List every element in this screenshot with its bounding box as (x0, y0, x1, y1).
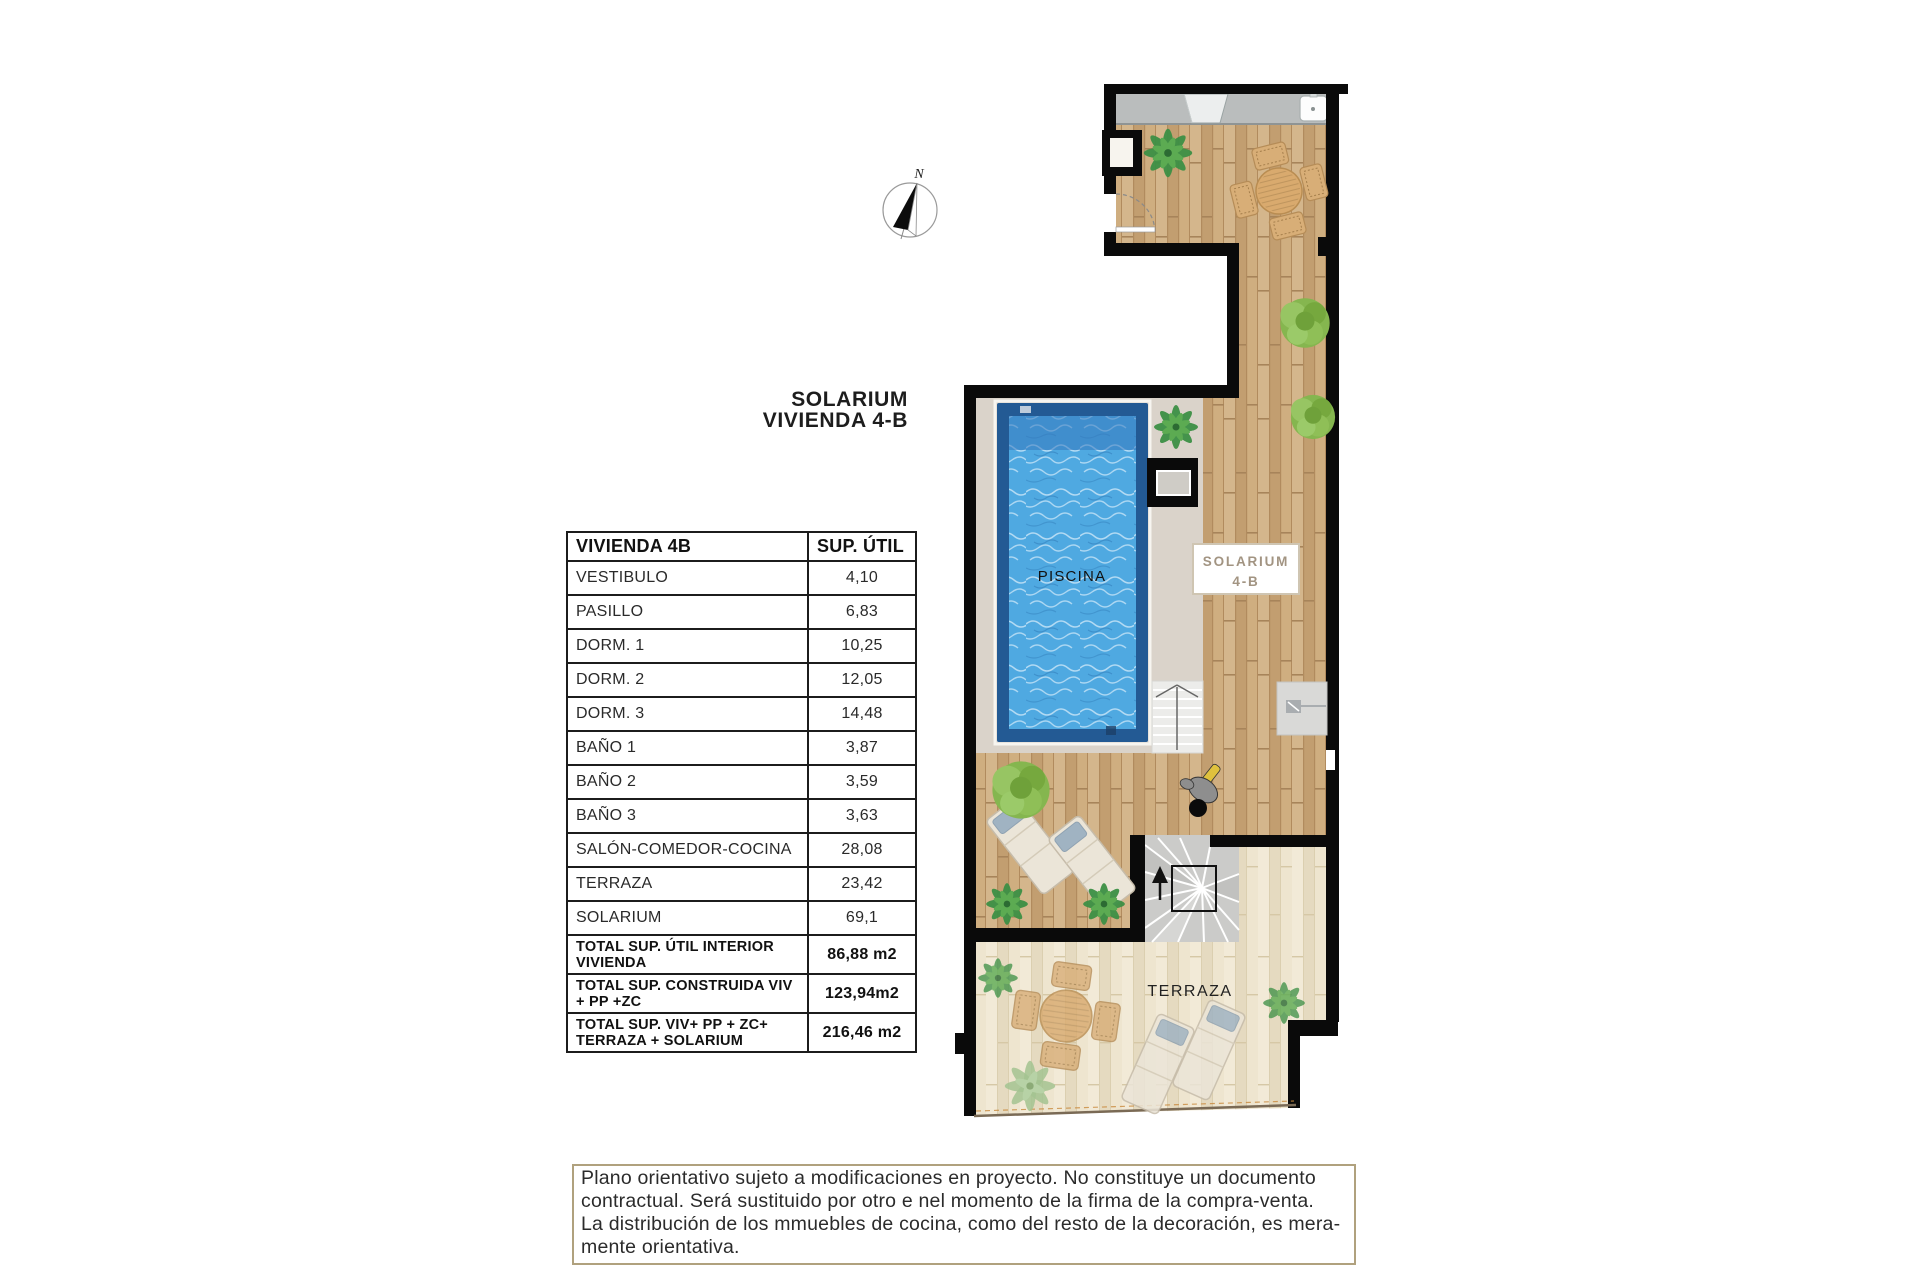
disclaimer-line: mente orientativa. (581, 1236, 740, 1258)
pool-label: PISCINA (1037, 568, 1107, 585)
outdoor-shower (1277, 682, 1327, 735)
table-row (567, 663, 916, 697)
stair-landing (1239, 847, 1326, 942)
palm-plant (1144, 129, 1192, 177)
room-label: VESTIBULO (567, 561, 808, 595)
room-label: SOLARIUM (567, 901, 808, 935)
area-value: 23,42 (808, 867, 916, 901)
palm-plant (986, 883, 1028, 925)
table-row (567, 901, 916, 935)
total-value: 86,88 m2 (808, 935, 916, 974)
area-value: 6,83 (808, 595, 916, 629)
shower-tray (1147, 458, 1198, 507)
table-header-row (567, 532, 916, 561)
room-label: DORM. 3 (567, 697, 808, 731)
table-total-row (567, 974, 916, 1013)
solarium-label-box (1193, 544, 1299, 594)
palm-plant (1154, 405, 1198, 449)
floor-plan (850, 60, 1370, 1140)
solarium-label-line1: SOLARIUM (1202, 554, 1290, 569)
fern-plant (1005, 1061, 1055, 1111)
kitchen-counter (1116, 92, 1327, 124)
total-label: TOTAL SUP. CONSTRUIDA VIV + PP +ZC (567, 974, 808, 1013)
area-table (566, 531, 917, 1053)
table-row (567, 561, 916, 595)
page-title-line1: SOLARIUM (791, 388, 908, 411)
compass (883, 167, 937, 239)
table-row (567, 697, 916, 731)
room-label: PASILLO (567, 595, 808, 629)
disclaimer-line: contractual. Será sustituido por otro e nel momento de la firma de la compra-venta. (581, 1190, 1315, 1212)
table-header-name: VIVIENDA 4B (567, 532, 808, 561)
disclaimer-box (572, 1164, 1356, 1265)
table-total-row (567, 1013, 916, 1052)
table-header-area: SUP. ÚTIL (808, 532, 916, 561)
compass-n-label: N (914, 167, 924, 182)
room-label: SALÓN-COMEDOR-COCINA (567, 833, 808, 867)
area-value: 4,10 (808, 561, 916, 595)
room-label: TERRAZA (567, 867, 808, 901)
room-label: DORM. 1 (567, 629, 808, 663)
area-value: 3,59 (808, 765, 916, 799)
table-row (567, 765, 916, 799)
bush-plant (1280, 298, 1329, 347)
area-value: 3,87 (808, 731, 916, 765)
area-value: 12,05 (808, 663, 916, 697)
disclaimer-line: Plano orientativo sujeto a modificaciones en proyecto. No constituye un documento (581, 1167, 1316, 1189)
tree-plant (992, 761, 1049, 818)
solarium-label-line2: 4-B (1232, 574, 1260, 589)
total-label: TOTAL SUP. ÚTIL INTERIOR VIVIENDA (567, 935, 808, 974)
room-label: DORM. 2 (567, 663, 808, 697)
table-row (567, 799, 916, 833)
table-row (567, 867, 916, 901)
table-row (567, 595, 916, 629)
room-label: BAÑO 1 (567, 731, 808, 765)
area-value: 28,08 (808, 833, 916, 867)
total-label: TOTAL SUP. VIV+ PP + ZC+ TERRAZA + SOLARIUM (567, 1013, 808, 1052)
wall-niche (1110, 138, 1133, 167)
area-value: 10,25 (808, 629, 916, 663)
bush-plant (1291, 395, 1335, 439)
table-total-row (567, 935, 916, 974)
palm-plant (978, 958, 1018, 998)
disclaimer-line: La distribución de los mmuebles de cocina, como del resto de la decoración, es mera- (581, 1213, 1341, 1235)
table-row (567, 833, 916, 867)
wall-notch (1326, 750, 1335, 770)
pool-ladder-icon (1020, 406, 1031, 413)
room-label: BAÑO 2 (567, 765, 808, 799)
page-title-line2: VIVIENDA 4-B (762, 409, 908, 432)
area-value: 3,63 (808, 799, 916, 833)
pool (995, 401, 1150, 744)
area-value: 14,48 (808, 697, 916, 731)
palm-plant (1263, 982, 1305, 1024)
table-row (567, 731, 916, 765)
area-value: 69,1 (808, 901, 916, 935)
straight-staircase (1152, 681, 1203, 753)
room-label: BAÑO 3 (567, 799, 808, 833)
total-value: 216,46 m2 (808, 1013, 916, 1052)
table-row (567, 629, 916, 663)
terraza-label: TERRAZA (1147, 983, 1233, 1000)
page-title (640, 389, 908, 431)
palm-plant (1083, 883, 1125, 925)
total-value: 123,94m2 (808, 974, 916, 1013)
